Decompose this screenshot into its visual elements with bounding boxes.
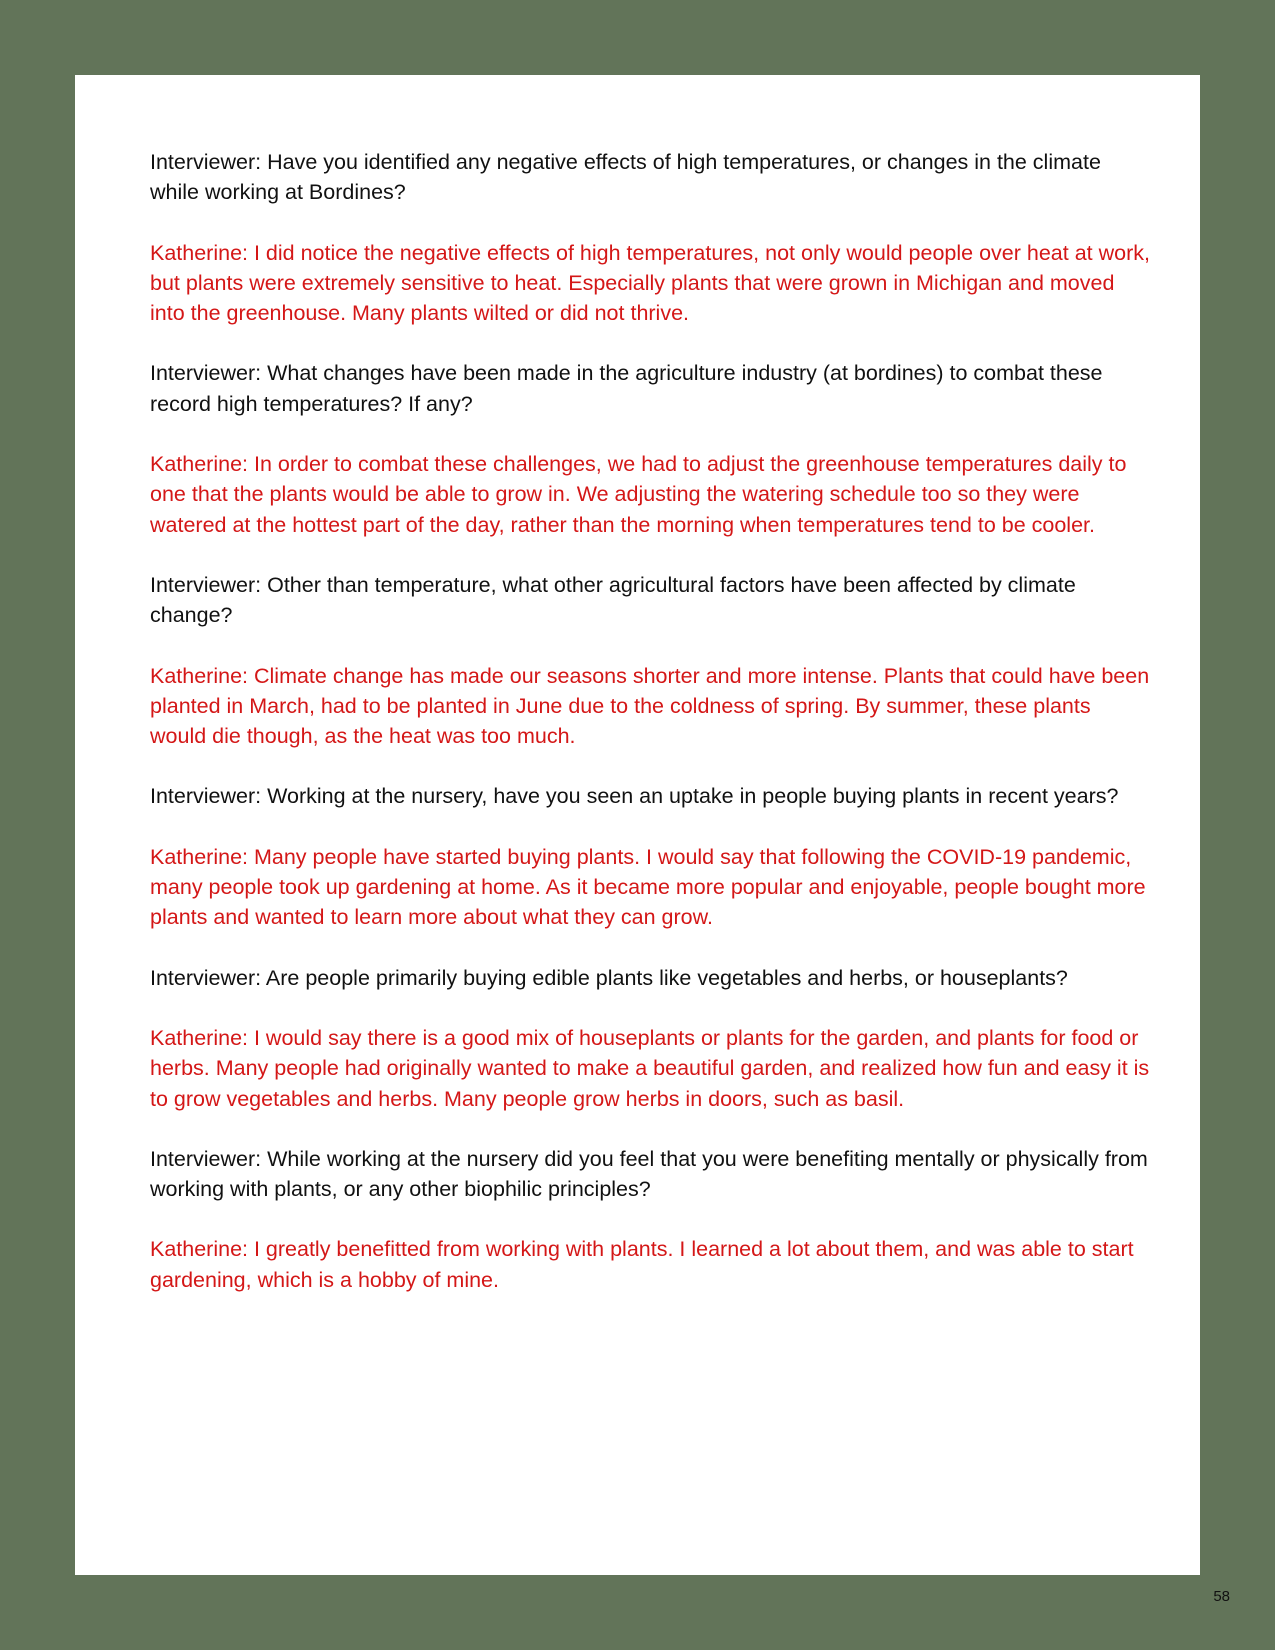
interviewer-question: Interviewer: Other than temperature, what other agricultural factors have been affected by climate change?	[150, 572, 1076, 628]
interviewer-question: Interviewer: What changes have been made in the agriculture industry (at bordines) to combat these record high temperatures? If any?	[150, 361, 1103, 416]
katherine-answer: Katherine: I would say there is a good mix of houseplants or plants for the garden, and plants for food or herbs. Many people had originally wanted to make a beautiful garden, and realized how fun and easy it is to grow vegetables and herbs. Many people grow herbs in doors, such as basil.	[150, 1025, 1150, 1111]
katherine-answer: Katherine: Climate change has made our seasons shorter and more intense. Plants that could have been planted in March, had to be planted in June due to the coldness of spring. By summer, these plants would die though, as the heat was too much.	[150, 663, 1150, 749]
document-page	[75, 75, 1200, 1575]
katherine-answer: Katherine: I did notice the negative effects of high temperatures, not only would people over heat at work, but plants were extremely sensitive to heat. Especially plants that were grown in Michigan and moved into the greenhouse. Many plants wilted or did not thrive.	[150, 240, 1150, 326]
interviewer-question: Interviewer: Have you identified any negative effects of high temperatures, or changes in the climate while working at Bordines?	[150, 150, 1101, 205]
katherine-answer: Katherine: Many people have started buying plants. I would say that following the COVID-19 pandemic, many people took up gardening at home. As it became more popular and enjoyable, people bought more plants and wanted to learn more about what they can grow.	[150, 844, 1146, 930]
interviewer-question: Interviewer: Working at the nursery, have you seen an uptake in people buying plants in recent years?	[150, 784, 1119, 809]
interviewer-question: Interviewer: Are people primarily buying edible plants like vegetables and herbs, or houseplants?	[150, 965, 1068, 990]
page-number: 58	[1213, 1588, 1230, 1605]
interview-transcript	[150, 147, 1150, 1325]
interviewer-question: Interviewer: While working at the nursery did you feel that you were benefiting mentally or physically from working with plants, or any other biophilic principles?	[150, 1146, 1148, 1202]
katherine-answer: Katherine: I greatly benefitted from working with plants. I learned a lot about them, and was able to start gardening, which is a hobby of mine.	[150, 1237, 1134, 1292]
katherine-answer: Katherine: In order to combat these challenges, we had to adjust the greenhouse temperatures daily to one that the plants would be able to grow in. We adjusting the watering schedule too so they were watered at the hottest part of the day, rather than the morning when temperatures tend to be cooler.	[150, 452, 1127, 537]
